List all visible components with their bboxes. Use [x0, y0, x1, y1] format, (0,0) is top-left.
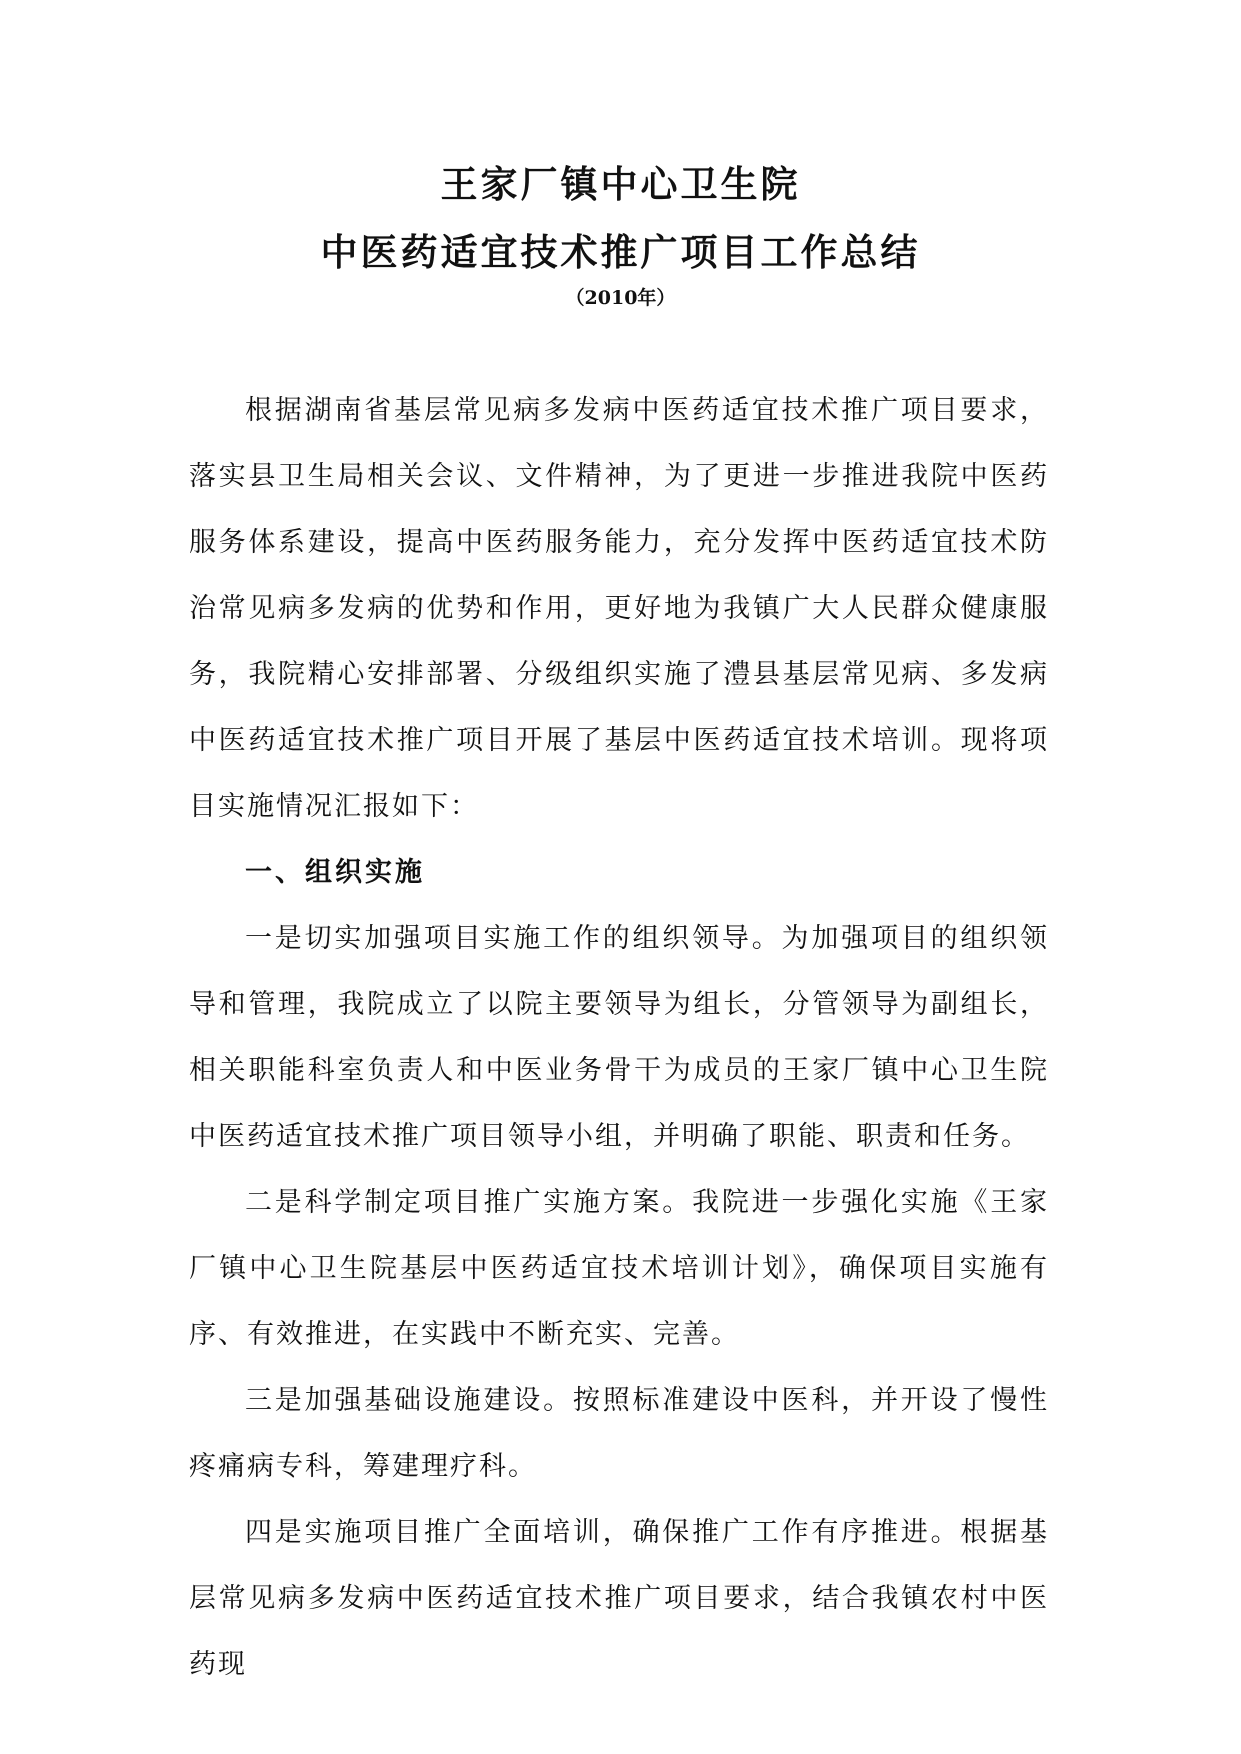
section-heading-organization: 一、组织实施 [245, 857, 425, 888]
paragraph-item-2: 二是科学制定项目推广实施方案。我院进一步强化实施《王家厂镇中心卫生院基层中医药适宜技术培训计划》，确保项目实施有序、有效推进，在实践中不断充实、完善。 [189, 1187, 1049, 1350]
document-body [189, 378, 1049, 1698]
document-year: （2010年） [565, 287, 676, 309]
paragraph-item-4: 四是实施项目推广全面培训，确保推广工作有序推进。根据基层常见病多发病中医药适宜技术推广项目要求，结合我镇农村中医药现 [189, 1517, 1049, 1680]
paragraph-item-3: 三是加强基础设施建设。按照标准建设中医科，并开设了慢性疼痛病专科，筹建理疗科。 [189, 1385, 1049, 1482]
intro-paragraph: 根据湖南省基层常见病多发病中医药适宜技术推广项目要求，落实县卫生局相关会议、文件精神，为了更进一步推进我院中医药服务体系建设，提高中医药服务能力，充分发挥中医药适宜技术防治常见病多发病的优势和作用，更好地为我镇广大人民群众健康服务，我院精心安排部署、分级组织实施了澧县基层常见病、多发病中医药适宜技术推广项目开展了基层中医药适宜技术培训。现将项目实施情况汇报如下： [189, 395, 1049, 822]
document-title-line2: 中医药适宜技术推广项目工作总结 [320, 230, 921, 274]
paragraph-item-1: 一是切实加强项目实施工作的组织领导。为加强项目的组织领导和管理，我院成立了以院主要领导为组长，分管领导为副组长，相关职能科室负责人和中医业务骨干为成员的王家厂镇中心卫生院中医药适宜技术推广项目领导小组，并明确了职能、职责和任务。 [189, 923, 1049, 1152]
document-title-line1: 王家厂镇中心卫生院 [440, 162, 801, 206]
